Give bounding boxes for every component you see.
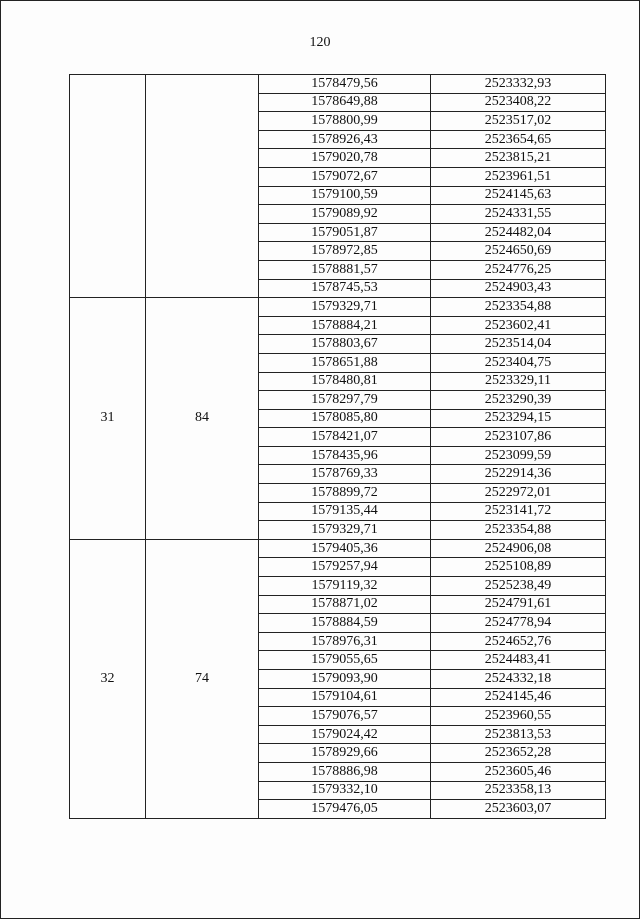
y-coordinate-cell: 2523815,21 <box>431 149 606 168</box>
y-coordinate-cell: 2523290,39 <box>431 391 606 410</box>
y-coordinate-cell: 2524482,04 <box>431 223 606 242</box>
parcel-area-cell: 74 <box>146 539 259 818</box>
x-coordinate-cell: 1579119,32 <box>259 577 431 596</box>
y-coordinate-cell: 2524903,43 <box>431 279 606 298</box>
y-coordinate-cell: 2523960,55 <box>431 707 606 726</box>
x-coordinate-cell: 1578800,99 <box>259 112 431 131</box>
x-coordinate-cell: 1578803,67 <box>259 335 431 354</box>
y-coordinate-cell: 2524650,69 <box>431 242 606 261</box>
y-coordinate-cell: 2523517,02 <box>431 112 606 131</box>
x-coordinate-cell: 1578899,72 <box>259 484 431 503</box>
x-coordinate-cell: 1579072,67 <box>259 167 431 186</box>
parcel-area-cell: 84 <box>146 298 259 540</box>
y-coordinate-cell: 2524145,46 <box>431 688 606 707</box>
y-coordinate-cell: 2525238,49 <box>431 577 606 596</box>
x-coordinate-cell: 1578884,59 <box>259 614 431 633</box>
x-coordinate-cell: 1579089,92 <box>259 205 431 224</box>
y-coordinate-cell: 2523329,11 <box>431 372 606 391</box>
y-coordinate-cell: 2523961,51 <box>431 167 606 186</box>
parcel-area-cell <box>146 75 259 298</box>
x-coordinate-cell: 1579100,59 <box>259 186 431 205</box>
parcel-number-cell: 32 <box>70 539 146 818</box>
parcel-number-cell <box>70 75 146 298</box>
x-coordinate-cell: 1579329,71 <box>259 298 431 317</box>
coordinates-table-body <box>70 75 606 819</box>
y-coordinate-cell: 2523354,88 <box>431 521 606 540</box>
y-coordinate-cell: 2524145,63 <box>431 186 606 205</box>
coordinates-table <box>69 74 606 819</box>
y-coordinate-cell: 2523141,72 <box>431 502 606 521</box>
x-coordinate-cell: 1578886,98 <box>259 762 431 781</box>
x-coordinate-cell: 1579329,71 <box>259 521 431 540</box>
x-coordinate-cell: 1579332,10 <box>259 781 431 800</box>
x-coordinate-cell: 1578926,43 <box>259 130 431 149</box>
x-coordinate-cell: 1579093,90 <box>259 670 431 689</box>
x-coordinate-cell: 1578421,07 <box>259 428 431 447</box>
x-coordinate-cell: 1578297,79 <box>259 391 431 410</box>
x-coordinate-cell: 1578929,66 <box>259 744 431 763</box>
table-row <box>70 75 606 94</box>
x-coordinate-cell: 1579405,36 <box>259 539 431 558</box>
x-coordinate-cell: 1578976,31 <box>259 632 431 651</box>
x-coordinate-cell: 1578479,56 <box>259 75 431 94</box>
y-coordinate-cell: 2523602,41 <box>431 316 606 335</box>
table-row <box>70 539 606 558</box>
y-coordinate-cell: 2523354,88 <box>431 298 606 317</box>
y-coordinate-cell: 2523332,93 <box>431 75 606 94</box>
x-coordinate-cell: 1579024,42 <box>259 725 431 744</box>
x-coordinate-cell: 1579055,65 <box>259 651 431 670</box>
y-coordinate-cell: 2524778,94 <box>431 614 606 633</box>
y-coordinate-cell: 2523107,86 <box>431 428 606 447</box>
y-coordinate-cell: 2523099,59 <box>431 446 606 465</box>
x-coordinate-cell: 1578435,96 <box>259 446 431 465</box>
y-coordinate-cell: 2523408,22 <box>431 93 606 112</box>
y-coordinate-cell: 2522914,36 <box>431 465 606 484</box>
x-coordinate-cell: 1578769,33 <box>259 465 431 484</box>
y-coordinate-cell: 2523813,53 <box>431 725 606 744</box>
x-coordinate-cell: 1578881,57 <box>259 260 431 279</box>
x-coordinate-cell: 1579051,87 <box>259 223 431 242</box>
x-coordinate-cell: 1579020,78 <box>259 149 431 168</box>
x-coordinate-cell: 1578651,88 <box>259 353 431 372</box>
y-coordinate-cell: 2523605,46 <box>431 762 606 781</box>
y-coordinate-cell: 2523654,65 <box>431 130 606 149</box>
y-coordinate-cell: 2524331,55 <box>431 205 606 224</box>
x-coordinate-cell: 1578085,80 <box>259 409 431 428</box>
y-coordinate-cell: 2523652,28 <box>431 744 606 763</box>
x-coordinate-cell: 1578871,02 <box>259 595 431 614</box>
x-coordinate-cell: 1579135,44 <box>259 502 431 521</box>
y-coordinate-cell: 2523294,15 <box>431 409 606 428</box>
y-coordinate-cell: 2524332,18 <box>431 670 606 689</box>
parcel-number-cell: 31 <box>70 298 146 540</box>
y-coordinate-cell: 2524791,61 <box>431 595 606 614</box>
y-coordinate-cell: 2523404,75 <box>431 353 606 372</box>
x-coordinate-cell: 1578884,21 <box>259 316 431 335</box>
y-coordinate-cell: 2523358,13 <box>431 781 606 800</box>
y-coordinate-cell: 2524652,76 <box>431 632 606 651</box>
y-coordinate-cell: 2524776,25 <box>431 260 606 279</box>
y-coordinate-cell: 2525108,89 <box>431 558 606 577</box>
y-coordinate-cell: 2522972,01 <box>431 484 606 503</box>
y-coordinate-cell: 2524906,08 <box>431 539 606 558</box>
page-number: 120 <box>309 35 331 50</box>
y-coordinate-cell: 2523514,04 <box>431 335 606 354</box>
x-coordinate-cell: 1578745,53 <box>259 279 431 298</box>
x-coordinate-cell: 1578480,81 <box>259 372 431 391</box>
x-coordinate-cell: 1579476,05 <box>259 800 431 819</box>
y-coordinate-cell: 2524483,41 <box>431 651 606 670</box>
x-coordinate-cell: 1579076,57 <box>259 707 431 726</box>
x-coordinate-cell: 1579104,61 <box>259 688 431 707</box>
x-coordinate-cell: 1578649,88 <box>259 93 431 112</box>
table-row <box>70 298 606 317</box>
y-coordinate-cell: 2523603,07 <box>431 800 606 819</box>
x-coordinate-cell: 1578972,85 <box>259 242 431 261</box>
x-coordinate-cell: 1579257,94 <box>259 558 431 577</box>
